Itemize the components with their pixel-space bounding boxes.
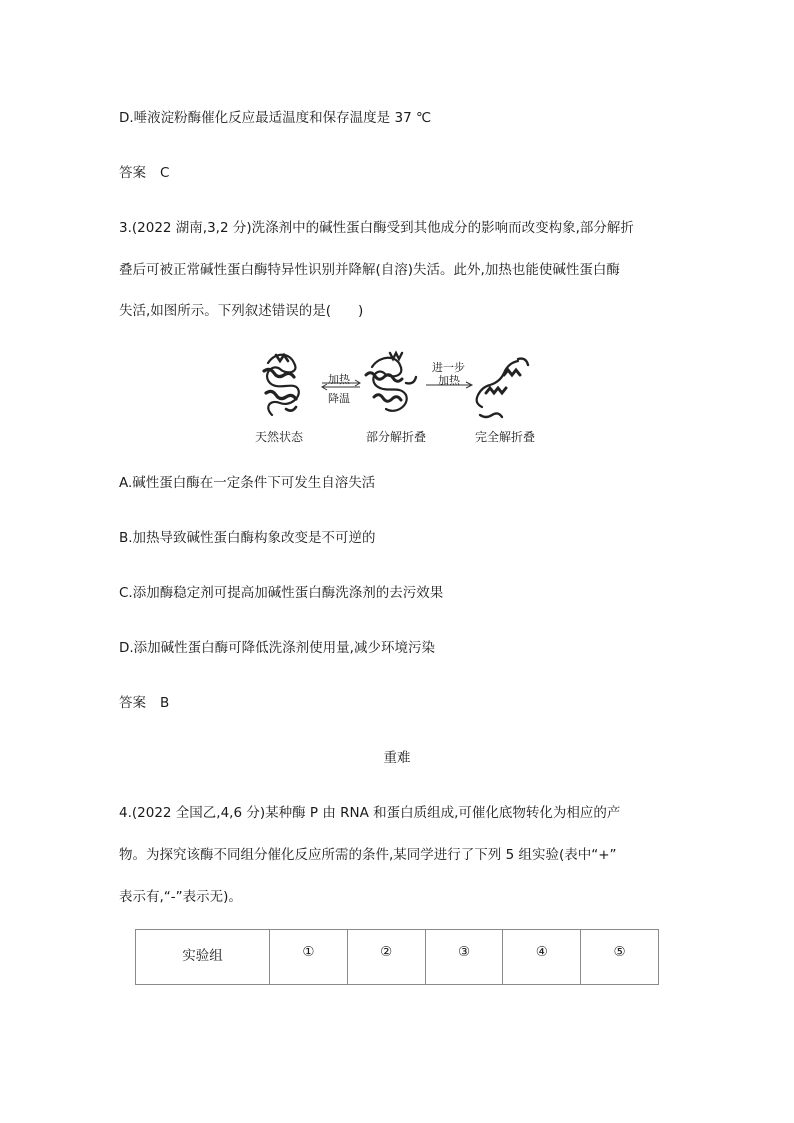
caption-full: 完全解折叠 — [475, 430, 536, 444]
table-row — [136, 930, 659, 985]
q3-option-b: B.加热导致碱性蛋白酶构象改变是不可逆的 — [119, 530, 376, 546]
q3-stem-line-2: 叠后可被正常碱性蛋白酶特异性识别并降解(自溶)失活。此外,加热也能使碱性蛋白酶 — [119, 262, 620, 278]
q3-option-a: A.碱性蛋白酶在一定条件下可发生自溶失活 — [119, 475, 376, 491]
q3-stem-line-1: 3.(2022 湖南,3,2 分)洗涤剂中的碱性蛋白酶受到其他成分的影响而改变构象,部分解折 — [119, 220, 634, 236]
table-cell: ⑤ — [581, 930, 659, 985]
table-cell: ② — [347, 930, 425, 985]
q3-stem-line-3: 失活,如图所示。下列叙述错误的是( ) — [119, 303, 364, 319]
q3-option-d: D.添加碱性蛋白酶可降低洗涤剂使用量,减少环境污染 — [119, 640, 435, 656]
experiment-table — [135, 929, 659, 985]
protein-structures-illustration — [250, 345, 550, 425]
section-heading: 重难 — [383, 750, 411, 766]
q2-option-d: D.唾液淀粉酶催化反应最适温度和保存温度是 37 ℃ — [119, 110, 432, 126]
answer-value: C — [160, 165, 170, 181]
answer-label: 答案 — [119, 165, 146, 181]
table-cell: ① — [270, 930, 348, 985]
arrow1-top-label: 加热 — [328, 373, 350, 386]
table-cell: ③ — [425, 930, 503, 985]
q2-answer — [119, 164, 169, 182]
caption-partial: 部分解折叠 — [366, 430, 427, 444]
q3-answer — [119, 694, 169, 712]
caption-native: 天然状态 — [255, 430, 304, 444]
q4-stem-line-3: 表示有,“-”表示无)。 — [119, 889, 242, 905]
q4-stem-line-2: 物。为探究该酶不同组分催化反应所需的条件,某同学进行了下列 5 组实验(表中“+” — [119, 847, 617, 863]
table-cell: ④ — [503, 930, 581, 985]
arrow2-bottom-label: 加热 — [438, 374, 460, 387]
q3-option-c: C.添加酶稳定剂可提高加碱性蛋白酶洗涤剂的去污效果 — [119, 585, 444, 601]
protein-unfolding-figure — [250, 345, 550, 445]
table-header-cell: 实验组 — [136, 930, 270, 985]
full-unfolded-protein-structure — [477, 359, 528, 417]
q4-stem-line-1: 4.(2022 全国乙,4,6 分)某种酶 P 由 RNA 和蛋白质组成,可催化底物转化为相应的产 — [119, 805, 621, 821]
partial-unfolded-protein-structure — [366, 353, 416, 411]
answer-value: B — [160, 695, 170, 711]
native-protein-structure — [264, 355, 299, 415]
answer-label: 答案 — [119, 695, 146, 711]
arrow2-top-label: 进一步 — [432, 361, 465, 374]
arrow1-bottom-label: 降温 — [328, 392, 350, 405]
